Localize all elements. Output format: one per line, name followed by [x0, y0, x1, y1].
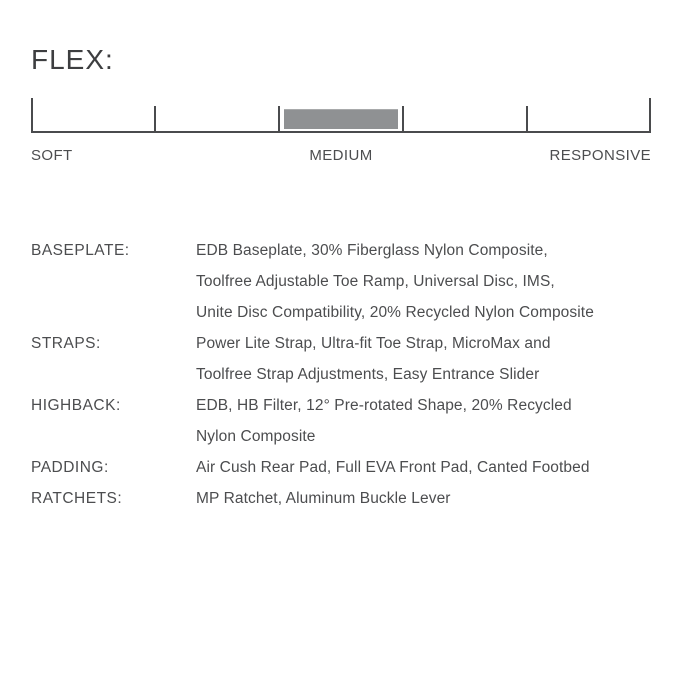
scale-tick [278, 106, 280, 133]
spec-value [196, 328, 661, 390]
spec-row [31, 483, 661, 514]
scale-tick [649, 98, 651, 133]
spec-value-line: Power Lite Strap, Ultra-fit Toe Strap, MicroMax and [196, 335, 551, 352]
spec-row [31, 235, 661, 328]
scale-tick [526, 106, 528, 133]
spec-row [31, 452, 661, 483]
spec-label: HIGHBACK: [31, 397, 121, 414]
spec-value-line: EDB, HB Filter, 12° Pre-rotated Shape, 20% Recycled [196, 397, 572, 414]
spec-row [31, 328, 661, 390]
scale-baseline [31, 131, 651, 133]
spec-value-line: Toolfree Adjustable Toe Ramp, Universal Disc, IMS, [196, 273, 555, 290]
spec-value [196, 235, 661, 328]
spec-value-line: EDB Baseplate, 30% Fiberglass Nylon Composite, [196, 242, 548, 259]
scale-tick [31, 98, 33, 133]
spec-value [196, 452, 661, 483]
spec-label: STRAPS: [31, 335, 101, 352]
scale-label-medium: MEDIUM [309, 147, 373, 164]
spec-value-line: Air Cush Rear Pad, Full EVA Front Pad, Canted Footbed [196, 459, 590, 476]
scale-label-soft: SOFT [31, 147, 73, 164]
spec-value-line: Toolfree Strap Adjustments, Easy Entrance Slider [196, 366, 540, 383]
spec-value-line: Nylon Composite [196, 428, 316, 445]
spec-value-line: MP Ratchet, Aluminum Buckle Lever [196, 490, 451, 507]
flex-scale [31, 96, 651, 133]
spec-value [196, 483, 661, 514]
scale-tick [154, 106, 156, 133]
scale-tick [402, 106, 404, 133]
scale-label-responsive: RESPONSIVE [549, 147, 651, 164]
spec-label: BASEPLATE: [31, 242, 130, 259]
spec-table [31, 235, 661, 514]
spec-value [196, 390, 661, 452]
spec-label: RATCHETS: [31, 490, 123, 507]
spec-value-line: Unite Disc Compatibility, 20% Recycled Nylon Composite [196, 304, 594, 321]
spec-label: PADDING: [31, 459, 109, 476]
page-title: FLEX: [31, 44, 114, 75]
spec-row [31, 390, 661, 452]
flex-level-indicator [284, 109, 398, 129]
scale-labels [31, 147, 651, 167]
